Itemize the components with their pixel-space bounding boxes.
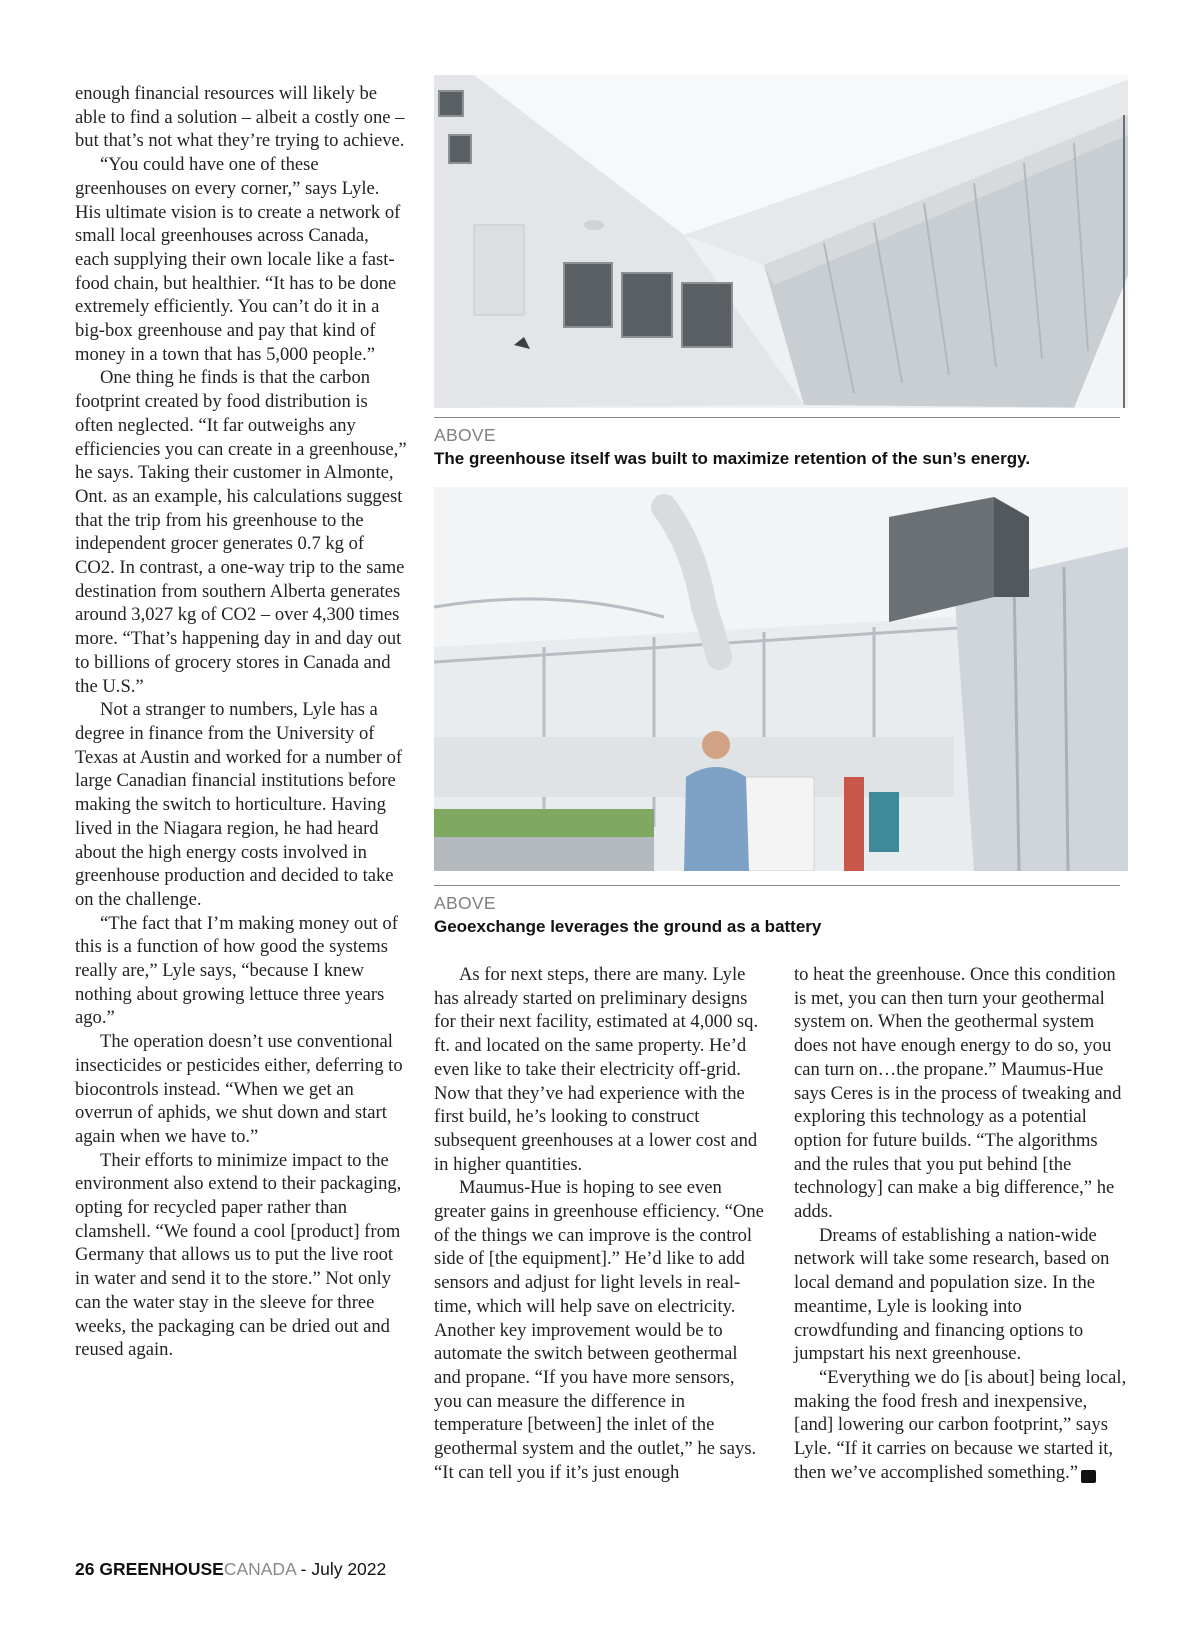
magazine-name-light: CANADA — [223, 1559, 296, 1579]
paragraph: As for next steps, there are many. Lyle has already started on preliminary designs for their next facility, estimated at 4,000 sq. ft. and located on the same property. He’d even like to take their electricity off-grid. Now that they’ve had experience with the first build, he’s looking to construct subsequent greenhouses at a lower cost and in higher quantities. — [434, 964, 759, 1175]
caption-divider — [434, 885, 1120, 886]
paragraph: Maumus-Hue is hoping to see even greater gains in greenhouse efficiency. “One of the things we can improve is the control side of [the equipment].” He’d like to add sensors and adjust for light levels in real-time, which will help save on electricity. Another key improvement would be to automate the switch between geothermal and propane. “If you have more sensors, you can measure the difference in temperature [between] the inlet of the geothermal system and the outlet,” he says. “It can tell you if it’s just enough — [434, 1177, 764, 1483]
issue-date: - July 2022 — [300, 1559, 387, 1579]
article-column-middle — [434, 963, 764, 1484]
article-column-left — [75, 82, 407, 1362]
greenhouse-exterior-illustration — [434, 75, 1128, 408]
paragraph: to heat the greenhouse. Once this condition is met, you can then turn your geothermal system on. When the geothermal system does not have enough energy to do so, you can turn on…the propane.” Maumus-Hue says Ceres is in the process of tweaking and exploring this technology as a potential option for future builds. “The algorithms and the rules that you put behind [the technology] can make a big difference,” he adds. — [794, 964, 1122, 1223]
paragraph: Not a stranger to numbers, Lyle has a degree in finance from the University of Texas at Austin and worked for a number of large Canadian financial institutions before making the switch to horticulture. Having lived in the Niagara region, he had heard about the high energy costs involved in greenhouse production and decided to take on the challenge. — [75, 699, 403, 910]
page-number: 26 — [75, 1559, 95, 1579]
photo-caption: Geoexchange leverages the ground as a battery — [434, 917, 822, 936]
caption-label: ABOVE — [434, 425, 496, 445]
caption-divider — [434, 417, 1120, 418]
paragraph: Dreams of establishing a nation-wide network will take some research, based on local demand and population size. In the meantime, Lyle is looking into crowdfunding and financing options to jumpstart his next greenhouse. — [794, 1224, 1110, 1365]
paragraph-text: “Everything we do [is about] being local, making the food fresh and inexpensive, [and] lowering our carbon footprint,” says Lyle. “If it carries on because we started it, then we’ve accomplished something.” — [794, 1366, 1127, 1483]
paragraph: Their efforts to minimize impact to the environment also extend to their packaging, opting for recycled paper rather than clamshell. “We found a cool [product] from Germany that allows us to put the live root in water and send it to the store.” Not only can the water stay in the sleeve for three weeks, the packaging can be dried out and reused again. — [75, 1149, 402, 1361]
photo-caption: The greenhouse itself was built to maximize retention of the sun’s energy. — [434, 449, 1031, 468]
greenhouse-interior-illustration — [434, 487, 1128, 871]
end-of-article-icon: GC — [1081, 1470, 1096, 1483]
paragraph — [794, 1366, 1129, 1485]
paragraph: “The fact that I’m making money out of this is a function of how good the systems really are,” Lyle says, “because I knew nothing about growing lettuce three years ago.” — [75, 912, 398, 1029]
greenhouse-interior-photo — [434, 487, 1128, 871]
caption-label: ABOVE — [434, 893, 496, 913]
paragraph: “You could have one of these greenhouses on every corner,” says Lyle. His ultimate vision is to create a network of small local greenhouses across Canada, each supplying their own locale like a fast-food chain, but healthier. “It has to be done extremely efficiently. You can’t do it in a big-box greenhouse and pay that kind of money in a town that has 5,000 people.” — [75, 154, 401, 365]
magazine-name: GREENHOUSE — [99, 1559, 224, 1579]
greenhouse-exterior-photo — [434, 75, 1128, 408]
paragraph: enough financial resources will likely be able to find a solution – albeit a costly one – but that’s not what they’re trying to achieve. — [75, 83, 405, 152]
page-footer — [75, 1559, 386, 1580]
paragraph: One thing he finds is that the carbon footprint created by food distribution is often neglected. “It far outweighs any efficiencies you can create in a greenhouse,” he says. Taking their customer in Almonte, Ont. as an example, his calculations suggest that the trip from his greenhouse to the independent grocer generates 0.7 kg of CO2. In contrast, a one-way trip to the same destination from southern Alberta generates around 3,027 kg of CO2 – over 4,300 times more. “That’s happening day in and day out to billions of grocery stores in Canada and the U.S.” — [75, 367, 407, 697]
article-column-right — [794, 963, 1129, 1484]
paragraph: The operation doesn’t use conventional insecticides or pesticides either, deferring to biocontrols instead. “When we get an overrun of aphids, we shut down and start again when we have to.” — [75, 1031, 403, 1147]
